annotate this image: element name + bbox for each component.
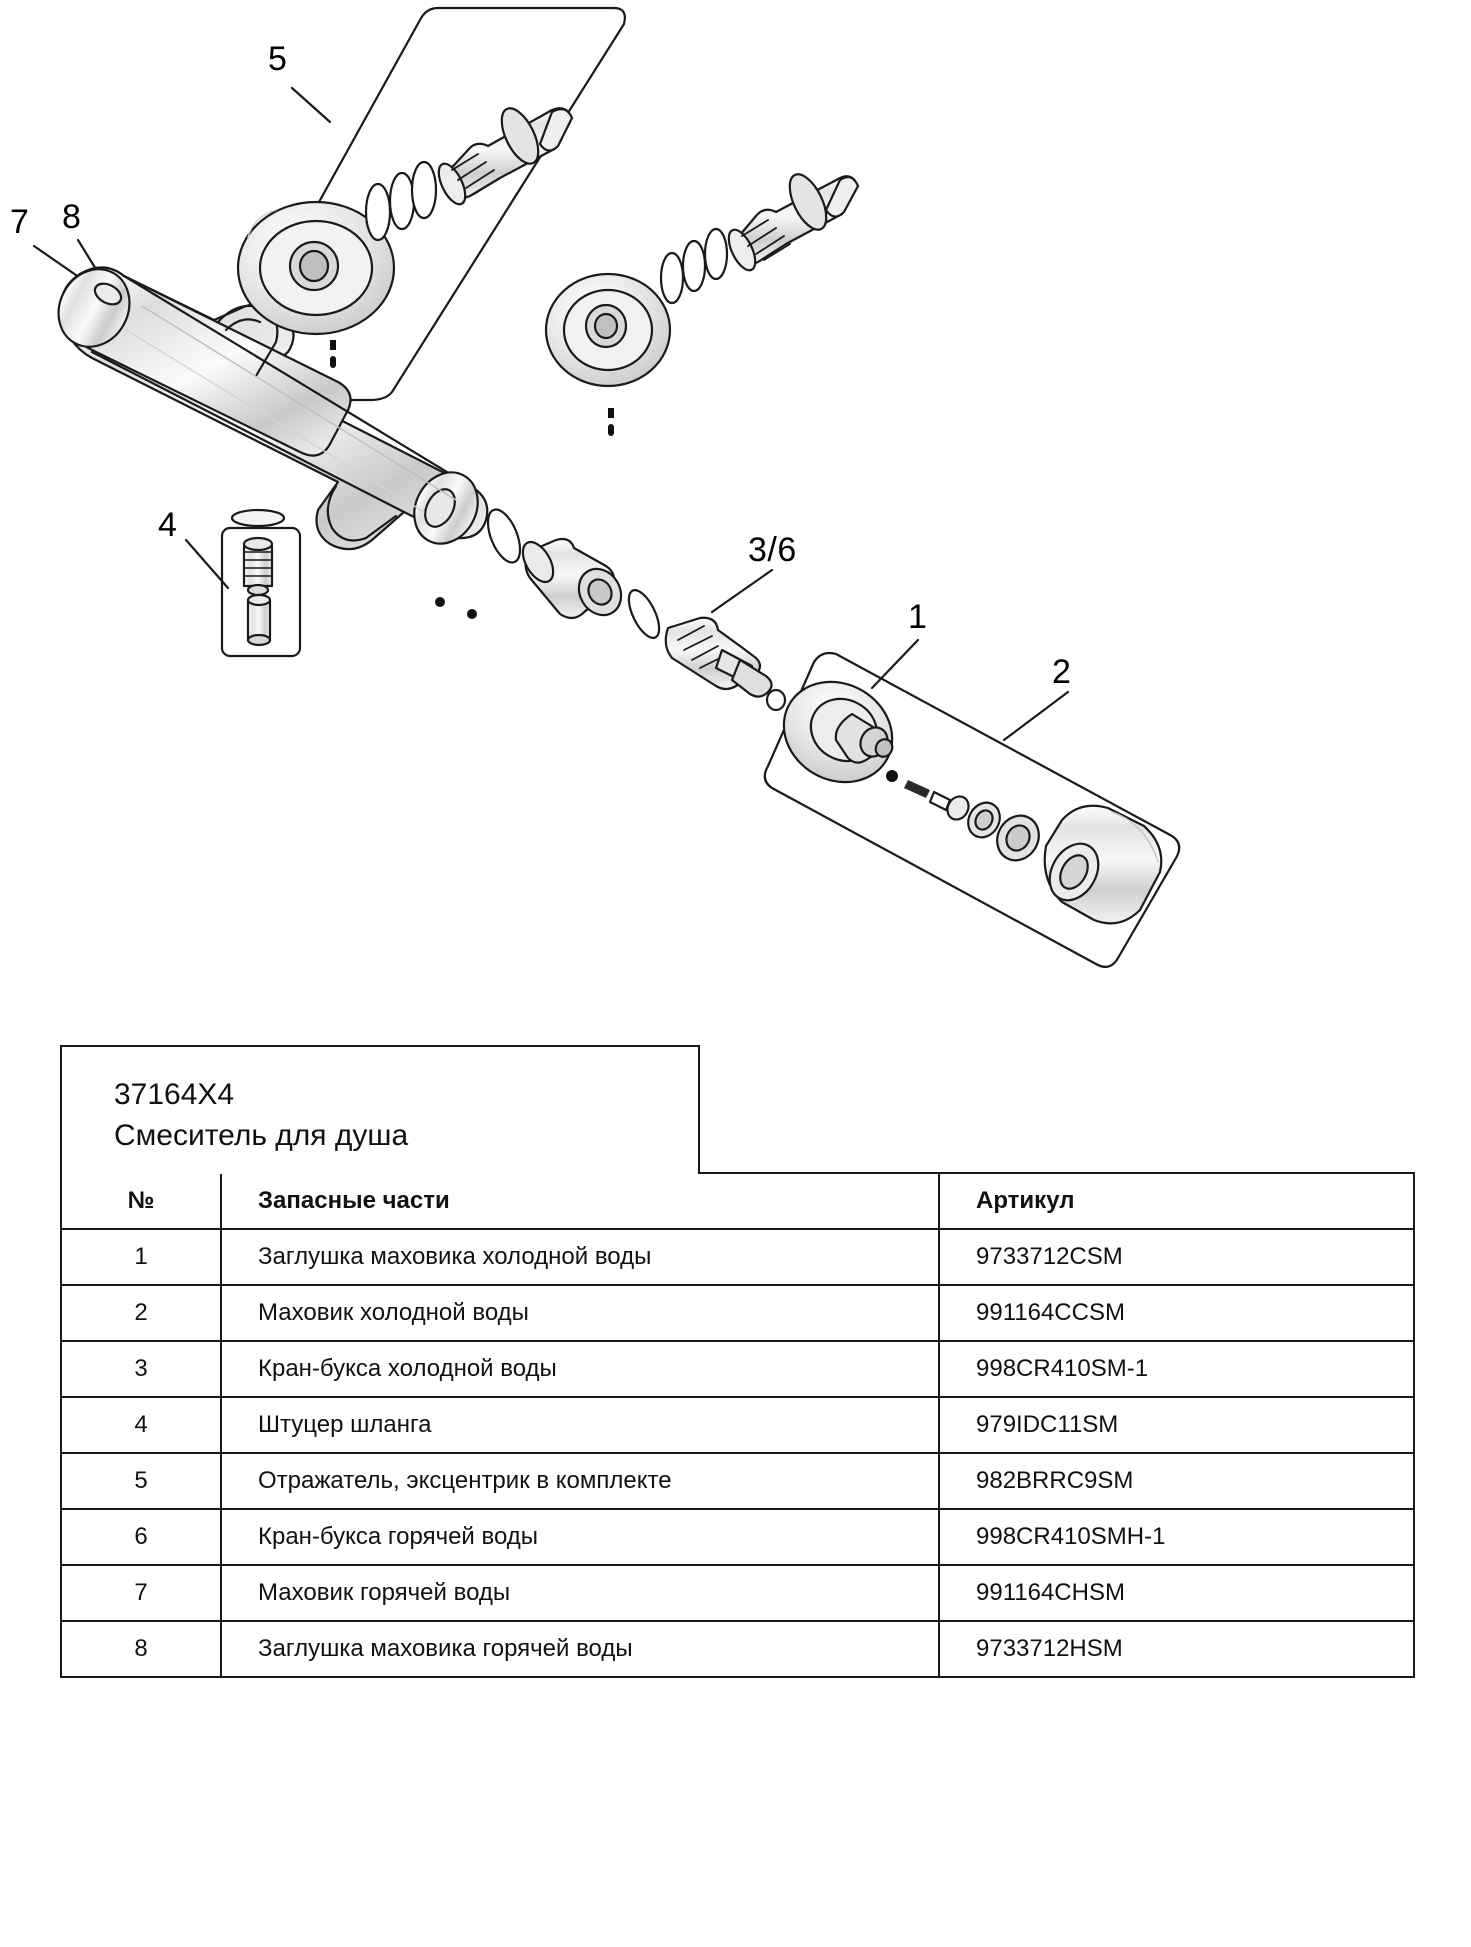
header-part: Запасные части	[221, 1173, 939, 1229]
parts-table	[60, 1172, 1415, 1678]
cell-part: Маховик горячей воды	[221, 1565, 939, 1621]
callout-3-6: 3/6	[748, 531, 797, 569]
leader-lines	[34, 88, 1068, 740]
escutcheon-right	[546, 274, 670, 386]
callout-5: 5	[268, 40, 288, 78]
eccentric-right	[723, 169, 858, 274]
cell-article: 991164CCSM	[939, 1285, 1414, 1341]
table-row	[61, 1621, 1414, 1677]
cell-number: 4	[61, 1397, 221, 1453]
header-article: Артикул	[939, 1173, 1414, 1229]
orings-left	[366, 162, 436, 240]
eccentric-left	[433, 103, 572, 208]
fastener-dots	[435, 597, 477, 619]
cell-article: 979IDC11SM	[939, 1397, 1414, 1453]
cell-number: 1	[61, 1229, 221, 1285]
cell-article: 998CR410SMH-1	[939, 1509, 1414, 1565]
small-fasteners	[886, 770, 1047, 868]
header-number: №	[61, 1173, 221, 1229]
cell-number: 2	[61, 1285, 221, 1341]
orings-right	[661, 229, 727, 303]
cell-article: 9733712CSM	[939, 1229, 1414, 1285]
product-title-box	[60, 1045, 700, 1174]
cell-article: 9733712HSM	[939, 1621, 1414, 1677]
screw-marks-left	[330, 340, 336, 368]
cell-part: Заглушка маховика холодной воды	[221, 1229, 939, 1285]
table-row	[61, 1397, 1414, 1453]
callout-2: 2	[1052, 653, 1072, 691]
cell-number: 7	[61, 1565, 221, 1621]
hose-connector	[232, 510, 284, 645]
table-row	[61, 1509, 1414, 1565]
callout-1: 1	[908, 598, 928, 636]
cell-part: Кран-букса горячей воды	[221, 1509, 939, 1565]
cell-part: Заглушка маховика горячей воды	[221, 1621, 939, 1677]
callout-8: 8	[62, 198, 82, 236]
screw-marks-right	[608, 408, 614, 436]
cell-number: 8	[61, 1621, 221, 1677]
cell-part: Кран-букса холодной воды	[221, 1341, 939, 1397]
cell-number: 6	[61, 1509, 221, 1565]
table-row	[61, 1565, 1414, 1621]
table-header-row	[61, 1173, 1414, 1229]
callout-4: 4	[158, 506, 178, 544]
table-row	[61, 1229, 1414, 1285]
table-row	[61, 1341, 1414, 1397]
callout-7: 7	[10, 203, 30, 241]
cell-article: 991164CHSM	[939, 1565, 1414, 1621]
cell-part: Отражатель, эксцентрик в комплекте	[221, 1453, 939, 1509]
cell-part: Штуцер шланга	[221, 1397, 939, 1453]
cell-number: 5	[61, 1453, 221, 1509]
table-row	[61, 1285, 1414, 1341]
product-code: 37164X4	[114, 1078, 235, 1111]
handle-knob	[1040, 806, 1161, 924]
valve-assembly	[481, 505, 785, 710]
parts-list	[60, 1045, 1415, 1678]
cell-number: 3	[61, 1341, 221, 1397]
cell-part: Маховик холодной воды	[221, 1285, 939, 1341]
cell-article: 998CR410SM-1	[939, 1341, 1414, 1397]
cell-article: 982BRRC9SM	[939, 1453, 1414, 1509]
table-row	[61, 1453, 1414, 1509]
product-name: Смеситель для душа	[114, 1118, 409, 1152]
